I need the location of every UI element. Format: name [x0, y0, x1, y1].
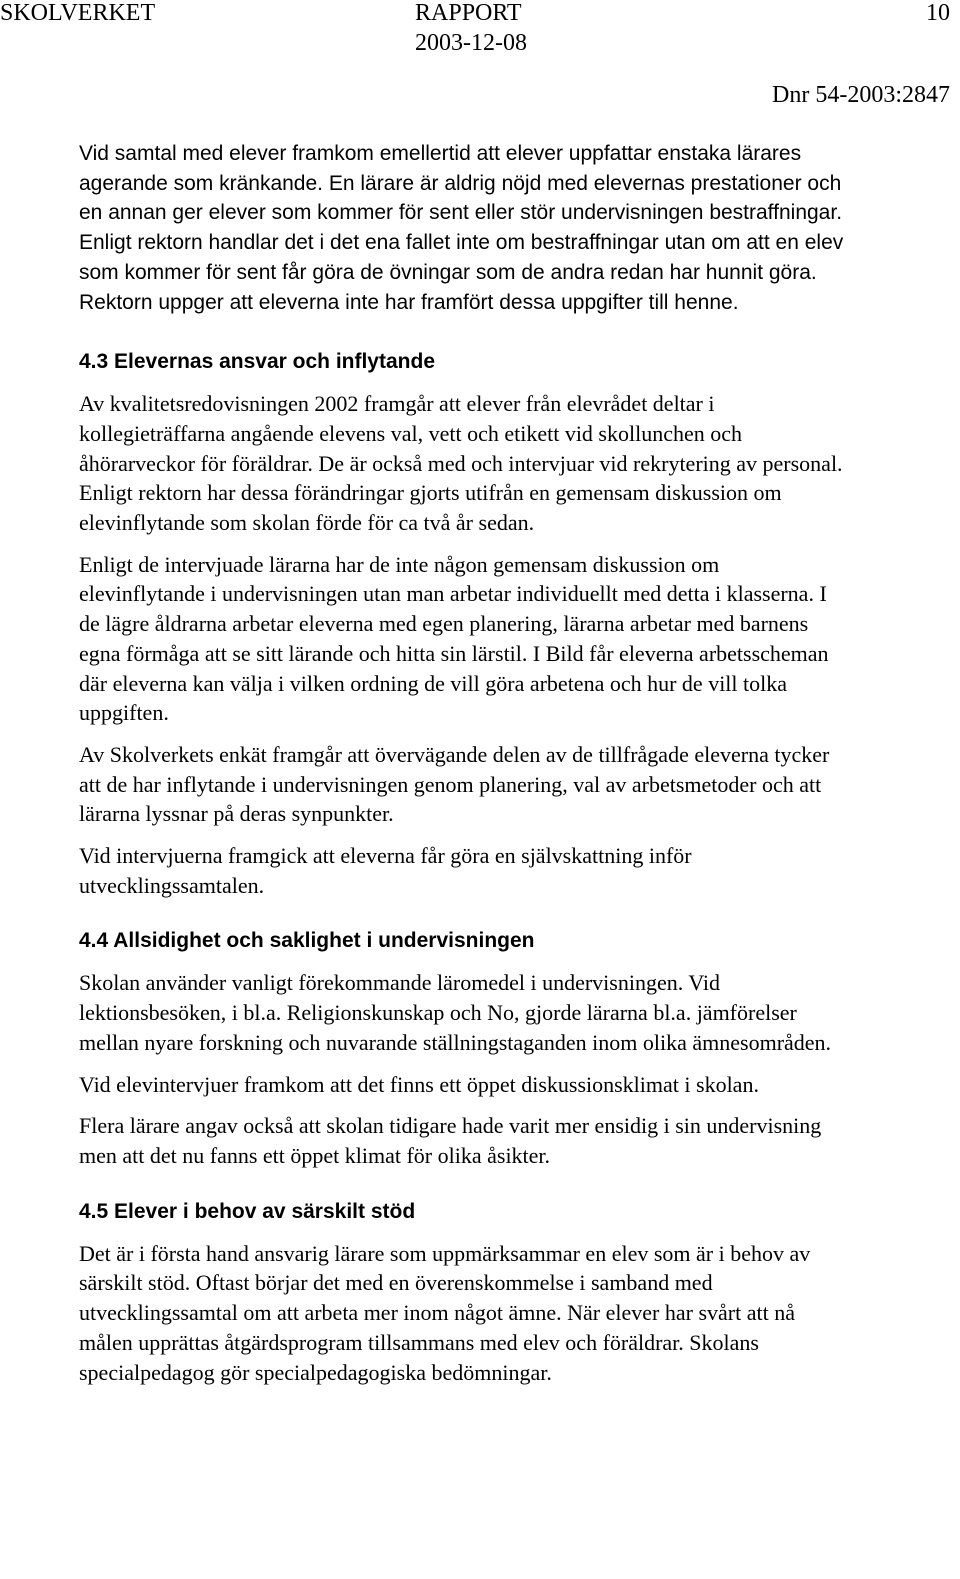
header-date: 2003-12-08 — [415, 30, 527, 56]
paragraph: Vid intervjuerna framgick att eleverna får göra en självskattning inför utvecklingssamtalen. — [79, 843, 692, 898]
paragraph: Enligt de intervjuade lärarna har de inte någon gemensam diskussion om elevinflytande i undervisningen utan man arbetar individuellt med detta i klasserna. I de lägre åldrarna arbetar eleverna med egen planering, lärarna arbetar med barnens egna förmåga att se sitt lärande och hitta sin lärstil. I Bild får eleverna arbetsscheman där eleverna kan välja i vilken ordning de vill göra arbetena och hur de vill tolka uppgiften. — [79, 551, 829, 726]
header-org: SKOLVERKET — [0, 0, 156, 26]
page-body — [79, 139, 849, 1399]
section-allsidighet — [79, 928, 849, 1170]
section-elevernas-ansvar — [79, 349, 849, 900]
page-number: 10 — [926, 0, 950, 26]
document-reference: Dnr 54-2003:2847 — [772, 82, 950, 108]
paragraph: Av kvalitetsredovisningen 2002 framgår att elever från elevrådet deltar i kollegieträffarna angående elevens val, vett och etikett vid skollunchen och åhörarveckor för föräldrar. De är också med och intervjuar vid rekrytering av personal. Enligt rektorn har dessa förändringar gjorts utifrån en gemensam diskussion om elevinflytande som skolan förde för ca två år sedan. — [79, 391, 843, 536]
intro-paragraph: Vid samtal med elever framkom emellertid att elever uppfattar enstaka lärares agerande som kränkande. En lärare är aldrig nöjd med elevernas prestationer och en annan ger elever som kommer för sent eller stör undervisningen bestraffningar. Enligt rektorn handlar det i det ena fallet inte om bestraffningar utan om att en elev som kommer för sent får göra de övningar som de andra redan har hunnit göra. Rektorn uppger att eleverna inte har framfört dessa uppgifter till henne. — [79, 142, 844, 314]
paragraph: Det är i första hand ansvarig lärare som uppmärksammar en elev som är i behov av särskilt stöd. Oftast börjar det med en överenskommelse i samband med utvecklingssamtal om att arbeta mer inom något ämne. När elever har svårt att nå målen upprättas åtgärdsprogram tillsammans med elev och föräldrar. Skolans specialpedagog gör specialpedagogiska bedömningar. — [79, 1240, 811, 1385]
section-heading: 4.4 Allsidighet och saklighet i undervisningen — [79, 929, 535, 953]
section-heading: 4.3 Elevernas ansvar och inflytande — [79, 350, 435, 374]
section-sarskilt-stod — [79, 1199, 849, 1388]
header-doc-type: RAPPORT — [415, 0, 522, 26]
paragraph: Av Skolverkets enkät framgår att övervägande delen av de tillfrågade eleverna tycker att de har inflytande i undervisningen genom planering, val av arbetsmetoder och att lärarna lyssnar på deras synpunkter. — [79, 741, 830, 827]
paragraph: Vid elevintervjuer framkom att det finns ett öppet diskussionsklimat i skolan. — [79, 1071, 759, 1097]
paragraph: Flera lärare angav också att skolan tidigare hade varit mer ensidig i sin undervisning men att det nu fanns ett öppet klimat för olika åsikter. — [79, 1113, 822, 1168]
paragraph: Skolan använder vanligt förekommande läromedel i undervisningen. Vid lektionsbesöken, i bl.a. Religionskunskap och No, gjorde lärarna bl.a. jämförelser mellan nyare forskning och nuvarande ställningstaganden inom olika ämnesområden. — [79, 970, 832, 1055]
section-heading: 4.5 Elever i behov av särskilt stöd — [79, 1199, 416, 1223]
